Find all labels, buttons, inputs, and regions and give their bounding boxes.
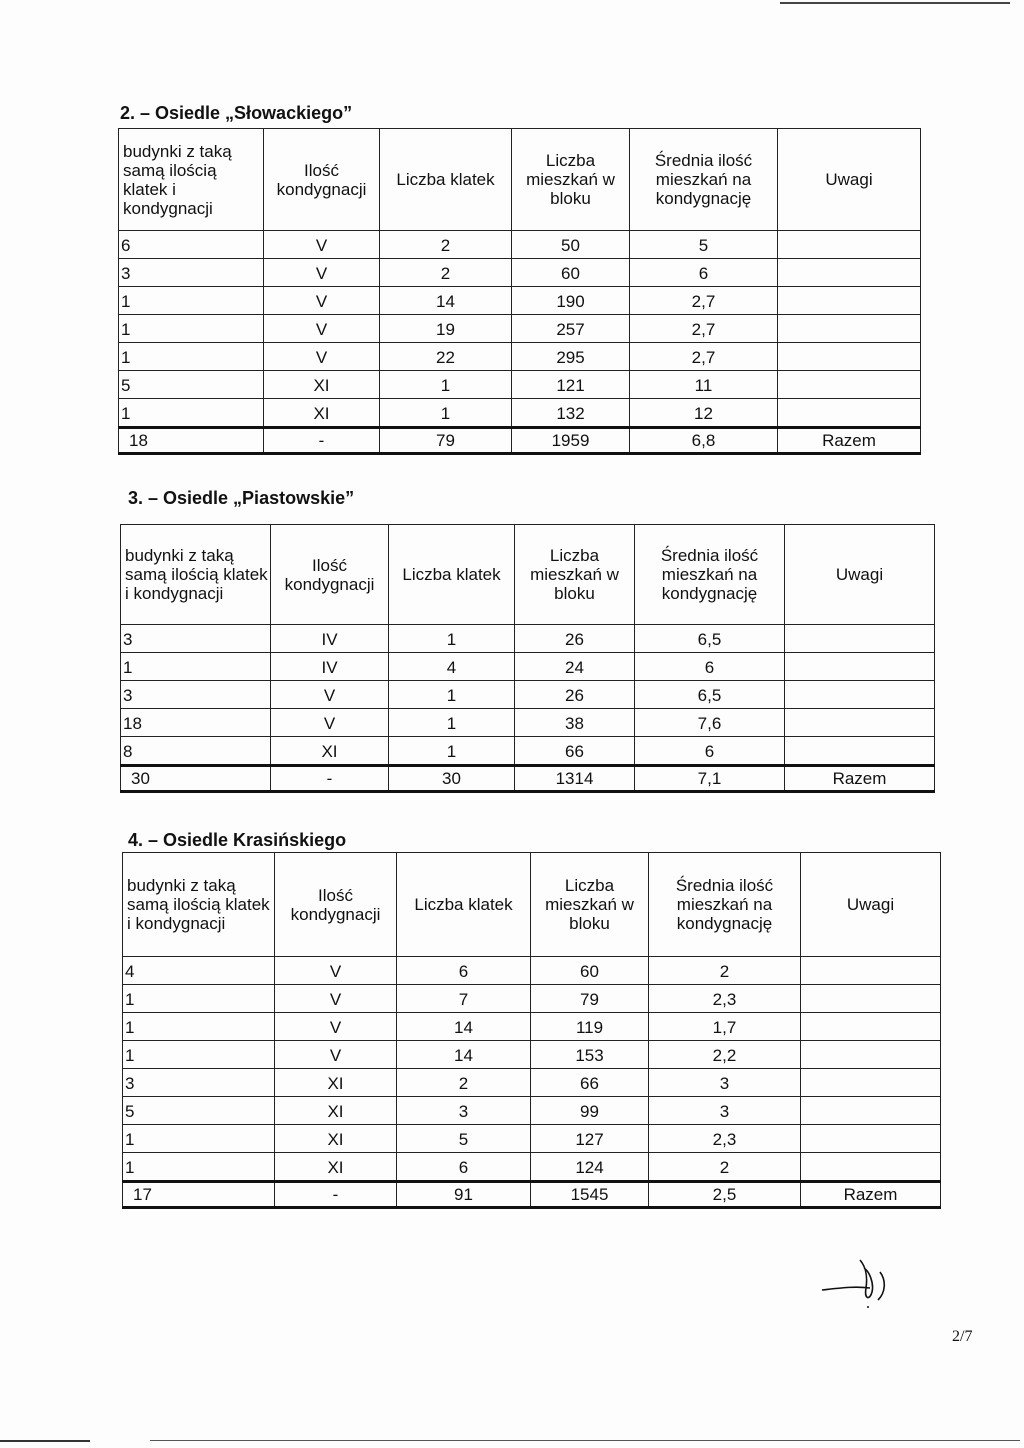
table-cell: 3 <box>123 1069 275 1097</box>
table-cell: XI <box>264 399 380 428</box>
table-cell <box>801 957 941 985</box>
table-cell: 1 <box>389 709 515 737</box>
table-cell: 2,7 <box>630 343 778 371</box>
table-cell: 3 <box>121 681 271 709</box>
table-cell: 2,3 <box>649 985 801 1013</box>
header-row <box>119 129 921 231</box>
table-krasinskiego <box>122 852 941 1209</box>
table-row <box>121 737 935 766</box>
table-cell: 7,6 <box>635 709 785 737</box>
table-cell: 2,7 <box>630 287 778 315</box>
table-cell: V <box>275 985 397 1013</box>
table-cell: 3 <box>121 625 271 653</box>
table-cell: 153 <box>531 1041 649 1069</box>
table-cell: 1 <box>389 681 515 709</box>
table-cell: 6 <box>397 957 531 985</box>
total-cell: 1959 <box>512 428 630 454</box>
table-slowackiego <box>118 128 921 455</box>
table-cell: 2 <box>397 1069 531 1097</box>
table-cell: 38 <box>515 709 635 737</box>
table-cell: 26 <box>515 625 635 653</box>
total-cell: 30 <box>389 766 515 792</box>
table-cell: 6,5 <box>635 681 785 709</box>
table-cell: IV <box>271 653 389 681</box>
table-cell: 121 <box>512 371 630 399</box>
total-cell: 7,1 <box>635 766 785 792</box>
table-cell <box>778 371 921 399</box>
table-cell: XI <box>271 737 389 766</box>
table-cell: XI <box>275 1069 397 1097</box>
table-cell: 66 <box>531 1069 649 1097</box>
table-cell: 50 <box>512 231 630 259</box>
table-cell <box>785 653 935 681</box>
table-cell: 2,2 <box>649 1041 801 1069</box>
table-cell <box>801 1153 941 1182</box>
table-cell <box>801 1069 941 1097</box>
table-cell: 3 <box>649 1097 801 1125</box>
table-row <box>123 1069 941 1097</box>
table-cell: 18 <box>121 709 271 737</box>
table-row <box>123 1041 941 1069</box>
table-cell: 127 <box>531 1125 649 1153</box>
table-cell: 1 <box>389 625 515 653</box>
table-cell: XI <box>275 1097 397 1125</box>
table-cell <box>801 1013 941 1041</box>
column-header: Liczba klatek <box>389 525 515 625</box>
table-row <box>119 259 921 287</box>
total-cell: - <box>271 766 389 792</box>
column-header: Liczba mieszkań w bloku <box>515 525 635 625</box>
column-header: Ilość kondygnacji <box>264 129 380 231</box>
table-cell: 79 <box>531 985 649 1013</box>
total-cell: Razem <box>801 1182 941 1208</box>
table-cell <box>778 343 921 371</box>
table-cell: 6,5 <box>635 625 785 653</box>
table-cell <box>785 681 935 709</box>
column-header: Liczba klatek <box>380 129 512 231</box>
table-cell: 6 <box>397 1153 531 1182</box>
table-cell: V <box>275 957 397 985</box>
table-cell: 1 <box>123 1013 275 1041</box>
table-cell: V <box>271 681 389 709</box>
table-cell: 190 <box>512 287 630 315</box>
table-cell: 19 <box>380 315 512 343</box>
table-cell: V <box>264 343 380 371</box>
column-header: Średnia ilość mieszkań na kondygnację <box>630 129 778 231</box>
table-row <box>119 315 921 343</box>
scan-edge-top <box>780 2 1010 4</box>
total-cell: 6,8 <box>630 428 778 454</box>
table-row <box>121 653 935 681</box>
header-row <box>121 525 935 625</box>
total-cell: 91 <box>397 1182 531 1208</box>
table-cell: 24 <box>515 653 635 681</box>
table-cell: 132 <box>512 399 630 428</box>
column-header: Liczba mieszkań w bloku <box>531 853 649 957</box>
column-header: Uwagi <box>785 525 935 625</box>
section-heading-piastowskie: 3. – Osiedle „Piastowskie” <box>128 488 355 508</box>
table-cell: V <box>264 315 380 343</box>
table-cell: 1 <box>121 653 271 681</box>
table-cell: 1 <box>119 287 264 315</box>
table-cell: 26 <box>515 681 635 709</box>
table-cell: 99 <box>531 1097 649 1125</box>
total-cell: 17 <box>123 1182 275 1208</box>
table-cell: 1 <box>389 737 515 766</box>
table-row <box>123 1097 941 1125</box>
table-cell: 4 <box>389 653 515 681</box>
table-cell: 6 <box>630 259 778 287</box>
section-heading-slowackiego: 2. – Osiedle „Słowackiego” <box>120 103 353 123</box>
column-header: budynki z taką samą ilością klatek i kondygnacji <box>123 853 275 957</box>
total-row <box>123 1182 941 1208</box>
table-row <box>123 1013 941 1041</box>
table-cell: XI <box>275 1125 397 1153</box>
table-cell: 7 <box>397 985 531 1013</box>
table-cell: 14 <box>397 1013 531 1041</box>
table-cell: 5 <box>397 1125 531 1153</box>
total-cell: 1545 <box>531 1182 649 1208</box>
table-cell: 6 <box>119 231 264 259</box>
table-cell: 3 <box>649 1069 801 1097</box>
total-cell: 79 <box>380 428 512 454</box>
table-cell: 2 <box>649 957 801 985</box>
table-cell: 22 <box>380 343 512 371</box>
table-cell: 2,3 <box>649 1125 801 1153</box>
table-cell: XI <box>264 371 380 399</box>
table-cell: V <box>264 287 380 315</box>
column-header: Uwagi <box>778 129 921 231</box>
table-cell: V <box>275 1041 397 1069</box>
table-cell: V <box>275 1013 397 1041</box>
table-row <box>121 681 935 709</box>
column-header: Średnia ilość mieszkań na kondygnację <box>649 853 801 957</box>
page-number: 2/7 <box>952 1328 973 1345</box>
table-cell <box>778 259 921 287</box>
table-cell: 12 <box>630 399 778 428</box>
table-cell <box>801 1097 941 1125</box>
table-piastowskie <box>120 524 935 793</box>
table-cell <box>778 287 921 315</box>
total-cell: - <box>275 1182 397 1208</box>
table-cell: 60 <box>531 957 649 985</box>
total-cell: Razem <box>778 428 921 454</box>
table-cell: 124 <box>531 1153 649 1182</box>
table-cell: V <box>271 709 389 737</box>
column-header: budynki z taką samą ilością klatek i kondygnacji <box>119 129 264 231</box>
table-cell <box>785 737 935 766</box>
table-cell: 1 <box>123 1041 275 1069</box>
table-cell: 295 <box>512 343 630 371</box>
table-cell: 66 <box>515 737 635 766</box>
table-cell <box>778 315 921 343</box>
table-cell: 11 <box>630 371 778 399</box>
table-cell: 1 <box>380 399 512 428</box>
table-cell: 6 <box>635 737 785 766</box>
table-row <box>121 709 935 737</box>
table-cell: 1 <box>119 343 264 371</box>
scan-edge-bottom-right <box>150 1440 1020 1441</box>
table-cell: 1 <box>123 1153 275 1182</box>
column-header: Uwagi <box>801 853 941 957</box>
table-cell <box>778 231 921 259</box>
scan-edge-bottom-left <box>0 1440 90 1442</box>
table-cell: 8 <box>121 737 271 766</box>
table-cell <box>785 625 935 653</box>
table-row <box>119 343 921 371</box>
table-cell: 2 <box>380 259 512 287</box>
table-cell: IV <box>271 625 389 653</box>
table-cell: 1 <box>123 1125 275 1153</box>
total-cell: Razem <box>785 766 935 792</box>
table-cell: 1 <box>123 985 275 1013</box>
table-row <box>119 399 921 428</box>
table-cell: 1 <box>119 315 264 343</box>
column-header: Ilość kondygnacji <box>275 853 397 957</box>
table-cell: 5 <box>119 371 264 399</box>
column-header: budynki z taką samą ilością klatek i kondygnacji <box>121 525 271 625</box>
header-row <box>123 853 941 957</box>
table-cell <box>785 709 935 737</box>
total-row <box>121 766 935 792</box>
total-cell: 30 <box>121 766 271 792</box>
table-cell: 3 <box>397 1097 531 1125</box>
table-cell: 1 <box>119 399 264 428</box>
table-cell: 2 <box>380 231 512 259</box>
column-header: Liczba klatek <box>397 853 531 957</box>
signature-icon <box>820 1248 910 1308</box>
column-header: Ilość kondygnacji <box>271 525 389 625</box>
table-cell <box>801 985 941 1013</box>
table-cell: 14 <box>397 1041 531 1069</box>
column-header: Liczba mieszkań w bloku <box>512 129 630 231</box>
table-cell: 1 <box>380 371 512 399</box>
table-cell: 60 <box>512 259 630 287</box>
table-cell: 2 <box>649 1153 801 1182</box>
table-cell: V <box>264 259 380 287</box>
total-cell: 18 <box>119 428 264 454</box>
table-cell: XI <box>275 1153 397 1182</box>
table-row <box>121 625 935 653</box>
table-cell: 6 <box>635 653 785 681</box>
table-cell: 257 <box>512 315 630 343</box>
table-cell <box>801 1125 941 1153</box>
section-heading-krasinskiego: 4. – Osiedle Krasińskiego <box>128 830 347 850</box>
total-cell: 2,5 <box>649 1182 801 1208</box>
total-cell: 1314 <box>515 766 635 792</box>
table-row <box>123 957 941 985</box>
table-row <box>123 1153 941 1182</box>
total-cell: - <box>264 428 380 454</box>
table-row <box>119 371 921 399</box>
table-row <box>123 985 941 1013</box>
table-cell: 5 <box>630 231 778 259</box>
table-cell: V <box>264 231 380 259</box>
table-cell <box>801 1041 941 1069</box>
table-cell: 1,7 <box>649 1013 801 1041</box>
table-cell <box>778 399 921 428</box>
table-row <box>119 231 921 259</box>
table-cell: 119 <box>531 1013 649 1041</box>
total-row <box>119 428 921 454</box>
table-cell: 5 <box>123 1097 275 1125</box>
column-header: Średnia ilość mieszkań na kondygnację <box>635 525 785 625</box>
table-row <box>119 287 921 315</box>
table-cell: 3 <box>119 259 264 287</box>
table-cell: 2,7 <box>630 315 778 343</box>
table-cell: 14 <box>380 287 512 315</box>
table-cell: 4 <box>123 957 275 985</box>
table-row <box>123 1125 941 1153</box>
